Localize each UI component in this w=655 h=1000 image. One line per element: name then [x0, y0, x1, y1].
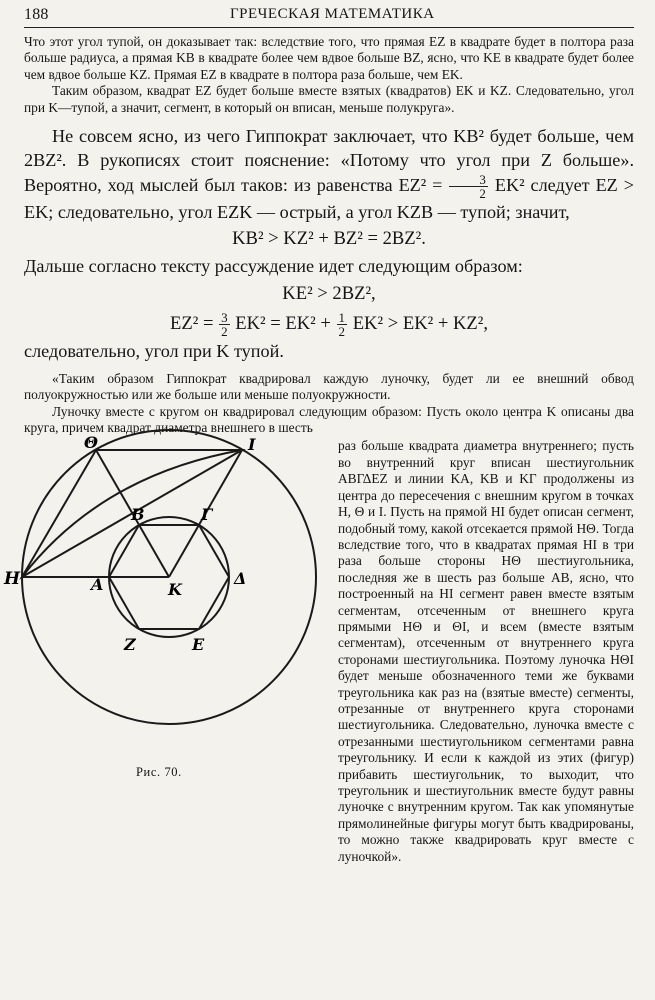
equation-3-part-c: EK² > EK² + KZ², [352, 312, 488, 334]
paragraph-3-eq-left: EZ² = [398, 174, 443, 195]
paragraph-3 [24, 124, 634, 224]
equation-1: KB² > KZ² + BZ² = 2BZ². [232, 228, 426, 250]
book-page [4, 6, 634, 864]
label-e: E [192, 635, 205, 655]
fraction-denominator: 2 [338, 323, 346, 339]
label-z: Z [124, 635, 136, 655]
wrapped-text-column [338, 438, 634, 865]
label-h: H [4, 569, 21, 590]
paragraph-7-body: раз больше квадрата диаметра внутреннего; пусть во внутренний круг вписан шестиугольник ΑΒΓΔΕΖ и линии KA, KB и KΓ продолжены из центра до пересечения с внешним кругом в точках H, Θ и I. Пусть на прямой HI будет описан сегмент, подобный тому, какой отсекается прямой HΘ. Тогда вследствие того, что в квадратах прямая HI в три раза больше стороны HΘ шестиугольника, последняя же в шесть раз больше AB, ясно, что построенный на HI сегмент равен вместе взятым сегментам, отсеченным от внешнего круга прямыми HΘ и ΘI, и всем (вместе взятым сегментам), отсеченным от внутреннего круга сторонами шестиугольника. Поэтому луночка HΘI будет меньше обозначенного теми же буквами треугольника как раз на (взятые вместе) сегменты, отрезанные от внутреннего круга сторонами шестиугольника. Следовательно, луночка вместе с отрезанными шестиугольником сегментами равна треугольнику. И если к каждой из этих (фигур) прибавить шестиугольник, то выходит, что треугольник и шестиугольник вместе будут равны луночке с внутренним кругом. Так как упомянутые прямолинейные фигуры могут быть квадрированы, то можно также квадрировать круг вместе с луночкой». [338, 438, 634, 864]
paragraph-6: «Таким образом Гиппократ квадрировал каждую луночку, будет ли ее внешний обвод полуокружностью или же больше или меньше полуокружности. [24, 370, 634, 403]
figure-70-diagram [4, 433, 324, 750]
label-i: I [248, 435, 256, 455]
fraction-numerator: 1 [338, 309, 346, 325]
paragraph-3-text: Не совсем ясно, из чего Гиппократ заключает, что KB² будет больше, чем 2BZ². В рукописях стоит пояснение: «Потому что угол при Z больше». Вероятно, ход мыслей был таков: из равенства [24, 126, 634, 195]
paragraph-1: Что этот угол тупой, он доказывает так: вследствие того, что прямая EZ в квадрате будет в полтора раза больше радиуса, а прямая KB в квадрате более чем вдвое больше BZ, ясно, что KE в квадрате будет более чем вдвое больше KZ. Прямая EZ в квадрате в полтора раза больше, чем EK. [24, 34, 634, 82]
fraction-numerator: 3 [449, 173, 488, 187]
figure-caption: Рис. 70. [136, 765, 182, 780]
label-a: A [91, 575, 104, 595]
paragraph-3-eq-right: EK² следует EZ > EK; следовательно, угол EZK — острый, а угол KZB — тупой; значит, [24, 174, 634, 222]
fraction-3-2-b [219, 311, 230, 338]
running-header [24, 6, 634, 28]
running-title: ГРЕЧЕСКАЯ МАТЕМАТИКА [230, 6, 435, 22]
fraction-denominator: 2 [221, 323, 228, 339]
equation-3-part-a: EZ² = [170, 312, 214, 334]
label-b: B [131, 505, 145, 525]
paragraph-2: Таким образом, квадрат EZ будет больше вместе взятых (квадратов) EK и KZ. Следовательно, угол при K—тупой, а значит, сегмент, в который он вписан, меньше полукруга». [24, 83, 634, 115]
label-gamma: Γ [201, 505, 213, 525]
paragraph-7-intro: Луночку вместе с кругом он квадрировал следующим образом: Пусть около центра K описаны два круга, причем квадрат диаметра внешнего в шесть [24, 403, 634, 436]
paragraph-5: следовательно, угол при K тупой. [24, 340, 284, 361]
paragraph-4: Дальше согласно тексту рассуждение идет следующим образом: [24, 256, 523, 277]
equation-2: KE² > 2BZ², [282, 282, 376, 304]
fraction-denominator: 2 [479, 185, 486, 201]
fraction-3-2 [449, 173, 488, 200]
fraction-1-2 [337, 311, 348, 338]
label-theta: Θ [84, 433, 98, 453]
figure-area [4, 433, 634, 864]
fraction-numerator: 3 [221, 309, 228, 325]
equation-3 [24, 309, 634, 339]
label-k: K [168, 580, 182, 600]
label-delta: Δ [234, 569, 247, 589]
equation-3-part-b: EK² = EK² + [235, 312, 331, 334]
page-number: 188 [24, 6, 49, 23]
